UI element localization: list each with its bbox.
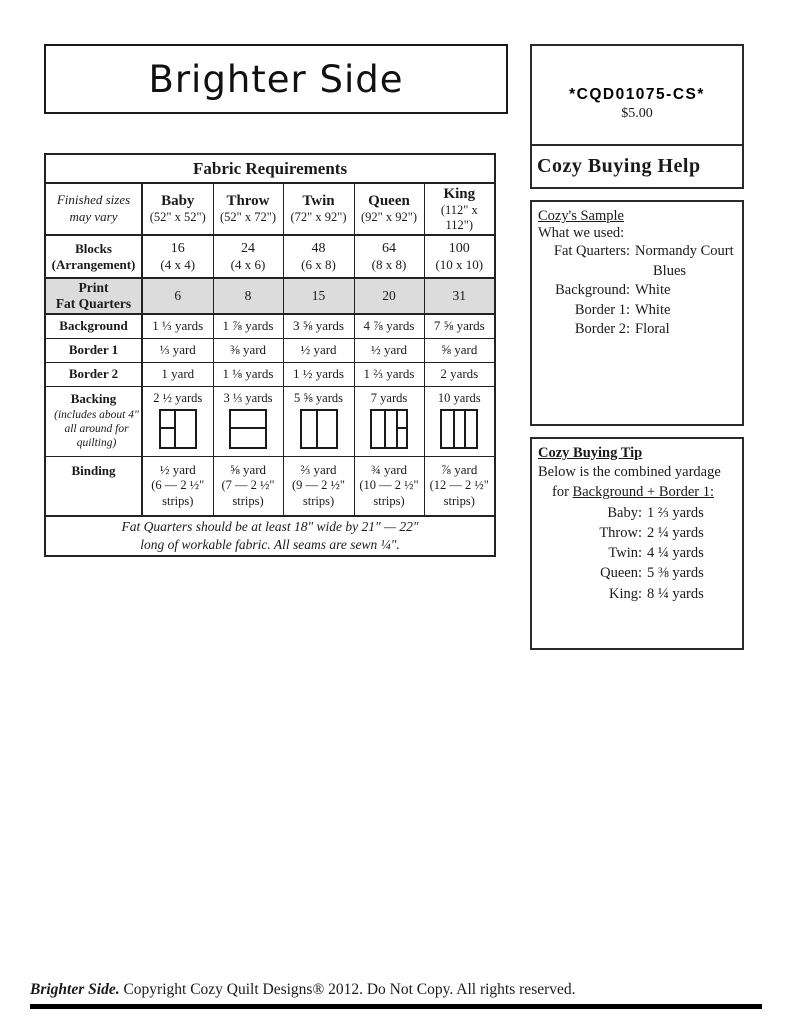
background-cell: 4 ⅞ yards xyxy=(354,314,424,338)
cozys-sample-box xyxy=(530,200,744,426)
backing-note: (includes about 4" all around for quilting) xyxy=(54,408,139,450)
table-header-row xyxy=(45,183,495,235)
print-fat-quarters-label: Print Fat Quarters xyxy=(45,278,142,314)
product-code: *CQD01075-CS* xyxy=(569,86,705,103)
backing-diagram-two-panel-vertical-icon xyxy=(300,409,338,449)
backing-cell-baby: 2 ½ yards xyxy=(142,386,213,456)
sample-item-fat-quarters: Fat Quarters: Normandy Court Blues xyxy=(553,243,734,279)
print-fq-cell: 6 xyxy=(142,278,213,314)
price: $5.00 xyxy=(621,106,653,121)
blocks-cell: 100 (10 x 10) xyxy=(424,235,495,278)
footer-divider-rule xyxy=(30,1004,762,1009)
blocks-label: Blocks (Arrangement) xyxy=(45,235,142,278)
copyright-footer xyxy=(30,981,576,999)
binding-cell: ⅔ yard (9 — 2 ½" strips) xyxy=(283,456,354,516)
backing-cell-throw: 3 ⅓ yards xyxy=(213,386,283,456)
background-cell: 1 ⅓ yards xyxy=(142,314,213,338)
border1-cell: ½ yard xyxy=(354,338,424,362)
column-header-twin: Twin (72" x 92") xyxy=(283,183,354,235)
binding-row xyxy=(45,456,495,516)
border2-cell: 1 yard xyxy=(142,362,213,386)
backing-diagram-three-panel-right-split-icon xyxy=(370,409,408,449)
blocks-cell: 16 (4 x 4) xyxy=(142,235,213,278)
cozy-buying-tip-box xyxy=(530,437,744,650)
binding-cell: ⅝ yard (7 — 2 ½" strips) xyxy=(213,456,283,516)
binding-label: Binding xyxy=(45,456,142,516)
buying-tip-line2: for Background + Border 1: xyxy=(552,484,715,501)
footer-pattern-name: Brighter Side. xyxy=(30,981,120,998)
cozys-sample-title: Cozy's Sample xyxy=(538,208,624,224)
column-header-queen: Queen (92" x 92") xyxy=(354,183,424,235)
backing-label: Backing (includes about 4" all around for quilting) xyxy=(45,386,142,456)
sample-item-border1: Border 1: White xyxy=(574,301,671,318)
sample-item-background: Background: White xyxy=(555,282,671,299)
background-cell: 1 ⅞ yards xyxy=(213,314,283,338)
tip-item-queen: Queen: 5 ⅜ yards xyxy=(600,565,704,582)
border1-cell: ⅜ yard xyxy=(213,338,283,362)
border1-cell: ½ yard xyxy=(283,338,354,362)
table-title-row xyxy=(45,154,495,183)
tip-item-baby: Baby: 1 ⅔ yards xyxy=(607,504,704,521)
background-cell: 3 ⅝ yards xyxy=(283,314,354,338)
border1-cell: ⅓ yard xyxy=(142,338,213,362)
blocks-row xyxy=(45,235,495,278)
fat-quarter-note-row xyxy=(45,516,495,556)
backing-diagram-two-panel-left-split-icon xyxy=(159,409,197,449)
blocks-cell: 24 (4 x 6) xyxy=(213,235,283,278)
sample-item-border2: Border 2: Floral xyxy=(574,321,670,338)
backing-cell-twin: 5 ⅝ yards xyxy=(283,386,354,456)
border2-cell: 1 ⅛ yards xyxy=(213,362,283,386)
background-cell: 7 ⅝ yards xyxy=(424,314,495,338)
backing-cell-queen: 7 yards xyxy=(354,386,424,456)
border1-row xyxy=(45,338,495,362)
tip-item-throw: Throw: 2 ¼ yards xyxy=(599,524,704,541)
backing-diagram-three-panel-vertical-icon xyxy=(440,409,478,449)
tip-item-twin: Twin: 4 ¼ yards xyxy=(608,545,704,562)
binding-cell: ½ yard (6 — 2 ½" strips) xyxy=(142,456,213,516)
print-fat-quarters-row xyxy=(45,278,495,314)
print-fq-cell: 15 xyxy=(283,278,354,314)
border1-cell: ⅝ yard xyxy=(424,338,495,362)
binding-cell: ¾ yard (10 — 2 ½" strips) xyxy=(354,456,424,516)
background-label: Background xyxy=(45,314,142,338)
border2-label: Border 2 xyxy=(45,362,142,386)
backing-cell-king: 10 yards xyxy=(424,386,495,456)
column-header-king: King (112" x 112") xyxy=(424,183,495,235)
border1-label: Border 1 xyxy=(45,338,142,362)
footer-copyright-text: Copyright Cozy Quilt Designs® 2012. Do Not Copy. All rights reserved. xyxy=(119,981,576,998)
print-fq-cell: 31 xyxy=(424,278,495,314)
buying-tip-title: Cozy Buying Tip xyxy=(538,445,643,461)
backing-diagram-two-panel-horizontal-icon xyxy=(229,409,267,449)
column-header-baby: Baby (52" x 52") xyxy=(142,183,213,235)
blocks-cell: 48 (6 x 8) xyxy=(283,235,354,278)
backing-row xyxy=(45,386,495,456)
border2-cell: 2 yards xyxy=(424,362,495,386)
column-header-throw: Throw (52" x 72") xyxy=(213,183,283,235)
border2-cell: 1 ⅔ yards xyxy=(354,362,424,386)
corner-note: Finished sizes may vary xyxy=(45,183,142,235)
table-title: Fabric Requirements xyxy=(45,154,495,183)
product-code-box xyxy=(530,44,744,146)
print-fq-cell: 8 xyxy=(213,278,283,314)
binding-cell: ⅞ yard (12 — 2 ½" strips) xyxy=(424,456,495,516)
pattern-title: Brighter Side xyxy=(148,57,404,101)
border2-cell: 1 ½ yards xyxy=(283,362,354,386)
buying-tip-line1: Below is the combined yardage xyxy=(538,464,721,480)
blocks-cell: 64 (8 x 8) xyxy=(354,235,424,278)
print-fq-cell: 20 xyxy=(354,278,424,314)
buying-help-box xyxy=(530,144,744,189)
border2-row xyxy=(45,362,495,386)
cozys-sample-subtitle: What we used: xyxy=(538,225,625,241)
background-row xyxy=(45,314,495,338)
pattern-title-box xyxy=(44,44,508,114)
buying-help-title: Cozy Buying Help xyxy=(537,155,701,177)
fat-quarter-note: Fat Quarters should be at least 18" wide by 21" — 22" long of workable fabric. All seams are sewn ¼". xyxy=(45,516,495,556)
tip-item-king: King: 8 ¼ yards xyxy=(608,585,704,602)
fabric-requirements-table xyxy=(44,153,496,557)
